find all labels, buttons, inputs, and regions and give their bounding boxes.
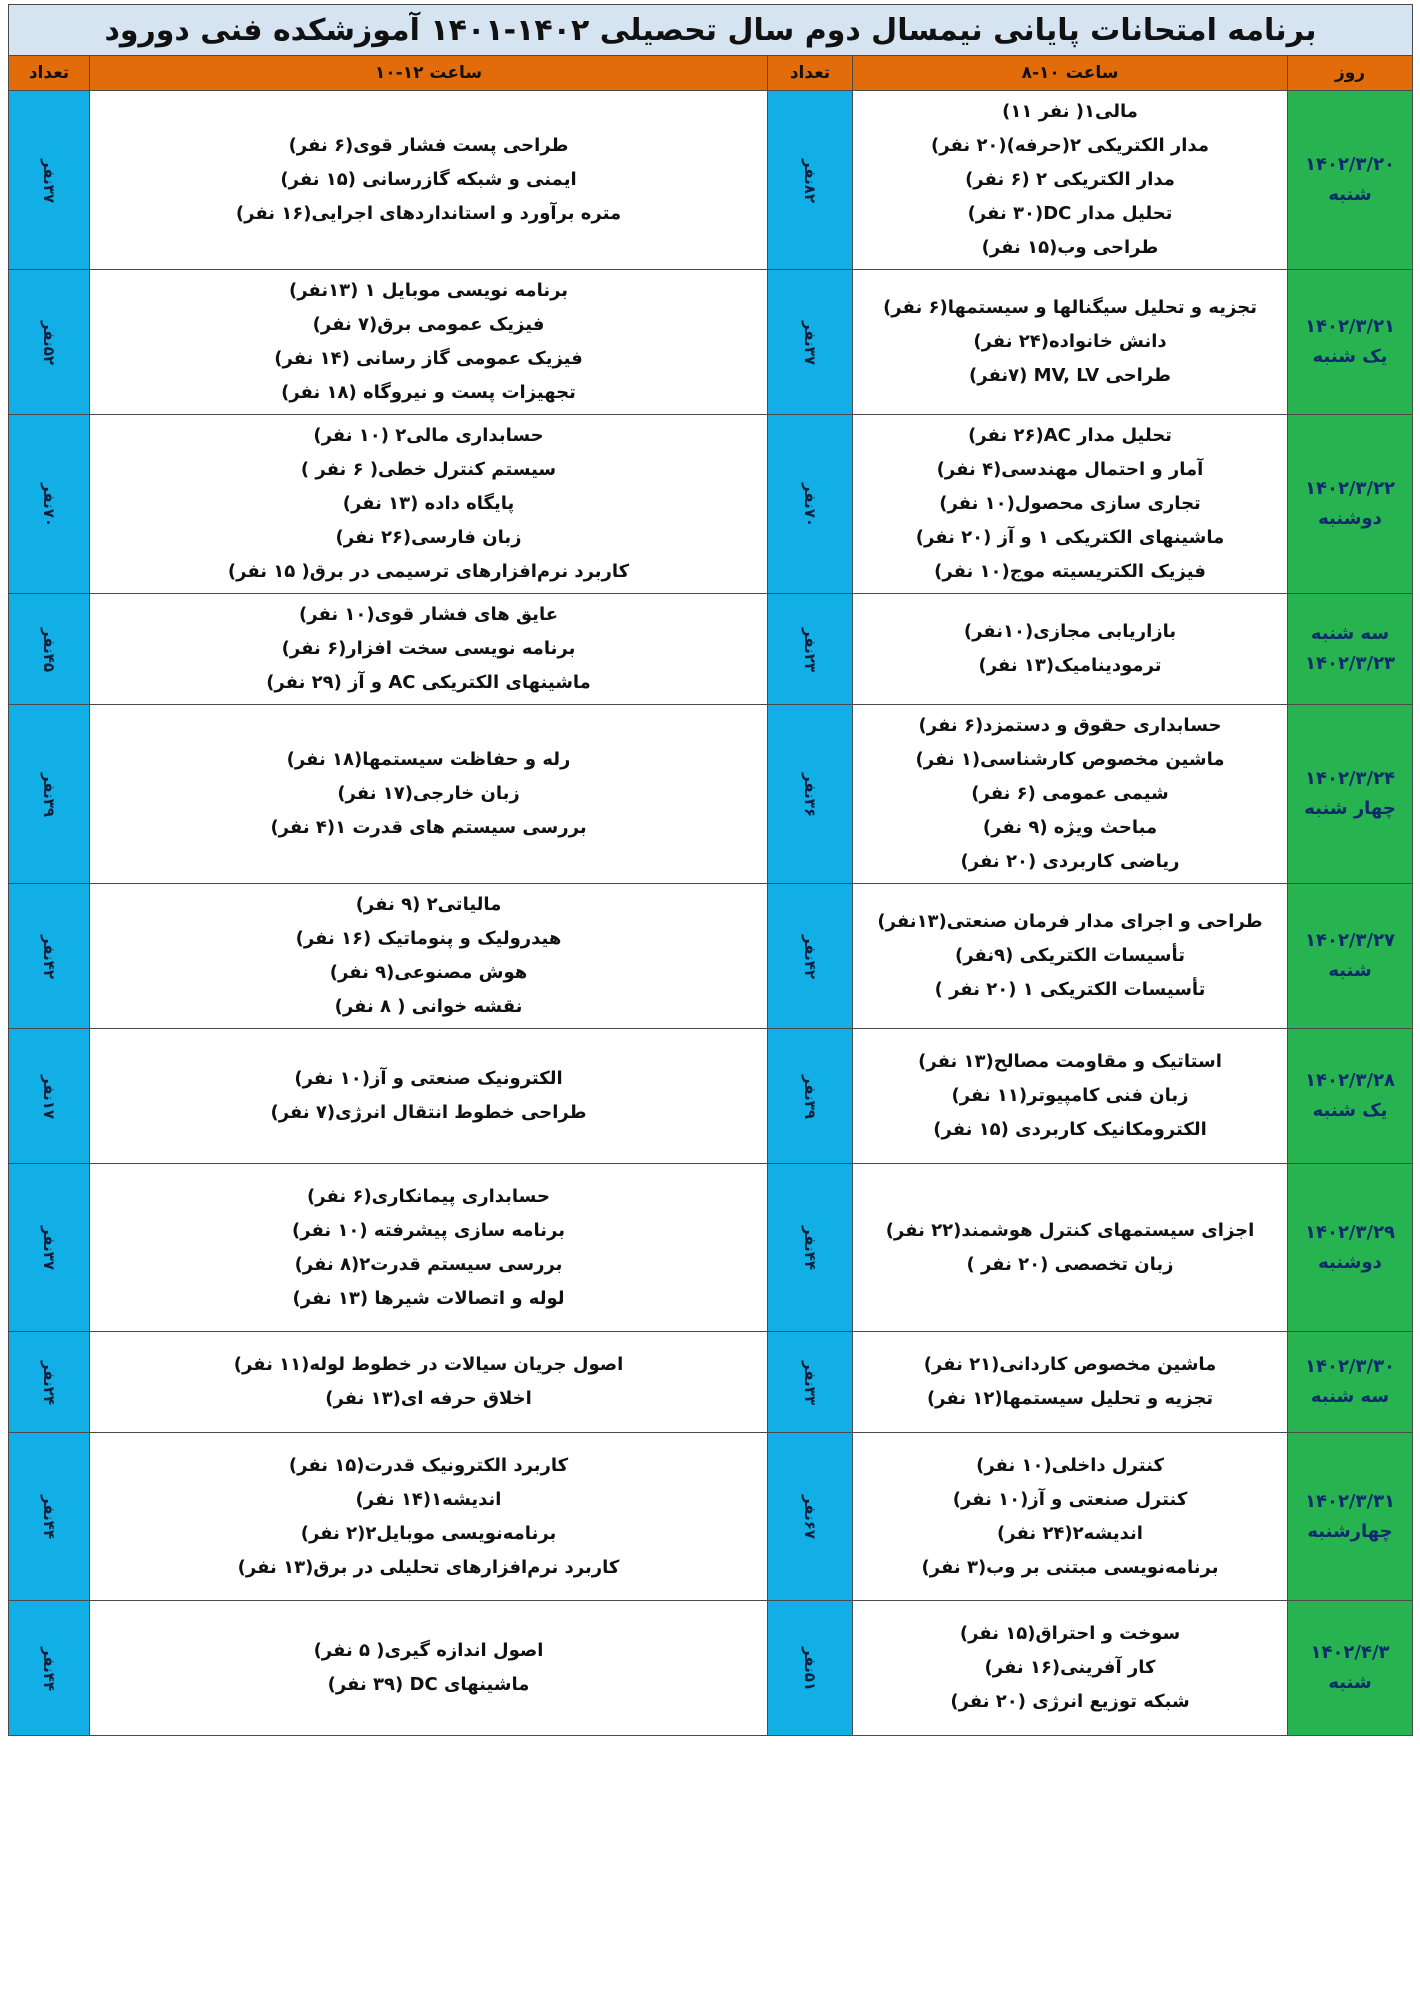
course-item: ریاضی کاربردی (۲۰ نفر) — [960, 851, 1180, 872]
day-cell — [1288, 884, 1413, 1029]
course-item: هیدرولیک و پنوماتیک (۱۶ نفر) — [295, 928, 562, 949]
slot2-courses-cell — [90, 1029, 768, 1164]
course-item: تأسیسات الکتریکی ۱ (۲۰ نفر ) — [934, 979, 1206, 1000]
course-item: مالیاتی۲ (۹ نفر) — [355, 894, 502, 915]
course-item: زبان خارجی(۱۷ نفر) — [337, 783, 520, 804]
slot2-count-cell — [9, 1332, 90, 1433]
header-slot2: ساعت ۱۲-۱۰ — [90, 56, 768, 91]
course-item: ایمنی و شبکه گازرسانی (۱۵ نفر) — [280, 169, 577, 190]
day-cell — [1288, 1029, 1413, 1164]
count-label: ۳۷نفر — [801, 320, 820, 365]
day-cell — [1288, 705, 1413, 884]
course-item: الکترونیک صنعتی و آز(۱۰ نفر) — [294, 1068, 563, 1089]
day-line-1: ۱۴۰۲/۳/۳۱ — [1304, 1490, 1396, 1512]
slot1-count-cell — [768, 705, 853, 884]
table-row — [9, 884, 1413, 1029]
day-cell — [1288, 270, 1413, 415]
course-item: طراحی و اجرای مدار فرمان صنعتی(۱۳نفر) — [877, 911, 1263, 932]
slot2-count-cell — [9, 884, 90, 1029]
course-item: متره برآورد و استانداردهای اجرایی(۱۶ نفر) — [235, 203, 622, 224]
count-label: ۴۴نفر — [40, 1494, 59, 1540]
course-item: اجزای سیستمهای کنترل هوشمند(۲۲ نفر) — [885, 1219, 1255, 1241]
slot2-courses-cell — [90, 594, 768, 705]
course-item: کاربرد نرم‌افزارهای تحلیلی در برق(۱۳ نفر) — [237, 1556, 620, 1578]
course-item: رله و حفاظت سیستمها(۱۸ نفر) — [286, 749, 571, 770]
day-cell — [1288, 91, 1413, 270]
course-item: اندیشه۲(۲۴ نفر) — [997, 1522, 1143, 1544]
slot2-count-cell — [9, 594, 90, 705]
day-line-1: ۱۴۰۲/۳/۲۹ — [1304, 1221, 1396, 1243]
slot2-count-cell — [9, 1164, 90, 1332]
table-row — [9, 1164, 1413, 1332]
course-item: حسابداری مالی۲ (۱۰ نفر) — [313, 425, 544, 446]
course-item: مالی۱( نفر ۱۱) — [1002, 101, 1138, 122]
slot2-count-cell — [9, 1601, 90, 1736]
course-item: اخلاق حرفه ای(۱۳ نفر) — [325, 1388, 532, 1409]
count-label: ۵۲نفر — [40, 320, 59, 365]
course-item: تحلیل مدار AC(۲۶ نفر) — [968, 425, 1172, 446]
slot1-courses-cell — [853, 1433, 1288, 1601]
course-item: حسابداری حقوق و دستمزد(۶ نفر) — [918, 715, 1222, 736]
course-item: کار آفرینی(۱۶ نفر) — [984, 1657, 1156, 1678]
course-item: کاربرد نرم‌افزارهای ترسیمی در برق( ۱۵ نفر) — [227, 561, 630, 582]
header-row — [9, 56, 1413, 91]
day-line-2: چهار شنبه — [1304, 798, 1396, 819]
day-line-2: شنبه — [1328, 960, 1372, 981]
day-cell — [1288, 594, 1413, 705]
slot1-count-cell — [768, 1332, 853, 1433]
count-label: ۳۹نفر — [40, 772, 59, 817]
course-item: فیزیک عمومی گاز رسانی (۱۴ نفر) — [274, 348, 583, 369]
count-label: ۴۲نفر — [801, 934, 820, 979]
slot1-courses-cell — [853, 1029, 1288, 1164]
day-line-2: چهارشنبه — [1307, 1520, 1393, 1542]
slot2-count-cell — [9, 91, 90, 270]
slot1-courses-cell — [853, 1164, 1288, 1332]
count-label: ۳۹نفر — [801, 1074, 820, 1119]
course-item: دانش خانواده(۲۴ نفر) — [973, 331, 1167, 352]
course-item: برنامه نویسی موبایل ۱ (۱۳نفر) — [288, 280, 569, 301]
course-item: تجزیه و تحلیل سیستمها(۱۲ نفر) — [926, 1388, 1214, 1409]
day-line-2: دوشنبه — [1318, 508, 1382, 529]
course-item: فیزیک الکتریسیته موج(۱۰ نفر) — [934, 561, 1206, 582]
count-label: ۴۴نفر — [40, 1646, 59, 1691]
day-line-2: یک شنبه — [1312, 1100, 1388, 1121]
slot1-count-cell — [768, 415, 853, 594]
course-item: طراحی خطوط انتقال انرژی(۷ نفر) — [270, 1102, 587, 1123]
slot1-count-cell — [768, 91, 853, 270]
slot1-count-cell — [768, 1601, 853, 1736]
table-row — [9, 1601, 1413, 1736]
slot2-courses-cell — [90, 884, 768, 1029]
slot1-count-cell — [768, 270, 853, 415]
course-item: طراحی پست فشار قوی(۶ نفر) — [288, 135, 569, 156]
course-item: برنامه نویسی سخت افزار(۶ نفر) — [281, 638, 576, 659]
slot2-courses-cell — [90, 1164, 768, 1332]
course-item: اصول اندازه گیری( ۵ نفر) — [313, 1640, 544, 1661]
slot2-count-cell — [9, 270, 90, 415]
slot2-count-cell — [9, 1433, 90, 1601]
day-line-2: شنبه — [1328, 184, 1372, 205]
count-label: ۴۴نفر — [801, 1225, 820, 1271]
day-line-2: یک شنبه — [1312, 346, 1388, 367]
day-cell — [1288, 1164, 1413, 1332]
course-item: سیستم کنترل خطی( ۶ نفر ) — [300, 459, 557, 480]
day-cell — [1288, 1332, 1413, 1433]
course-item: عایق های فشار قوی(۱۰ نفر) — [299, 604, 558, 625]
course-item: آمار و احتمال مهندسی(۴ نفر) — [936, 459, 1204, 480]
day-line-1: ۱۴۰۲/۳/۲۰ — [1304, 154, 1396, 175]
course-item: سوخت و احتراق(۱۵ نفر) — [959, 1623, 1181, 1644]
table-row — [9, 705, 1413, 884]
course-item: ماشینهای DC (۳۹ نفر) — [327, 1674, 530, 1695]
course-item: طراحی وب(۱۵ نفر) — [981, 237, 1159, 258]
course-item: نقشه خوانی ( ۸ نفر) — [334, 996, 523, 1017]
day-line-1: ۱۴۰۲/۴/۳ — [1310, 1642, 1390, 1663]
slot1-courses-cell — [853, 1332, 1288, 1433]
course-item: ماشینهای الکتریکی ۱ و آز (۲۰ نفر) — [915, 527, 1225, 548]
count-label: ۱۷نفر — [40, 1074, 59, 1119]
day-cell — [1288, 415, 1413, 594]
day-line-1: ۱۴۰۲/۳/۲۸ — [1304, 1070, 1396, 1091]
course-item: ماشین مخصوص کارشناسی(۱ نفر) — [915, 749, 1225, 770]
course-item: برنامه‌نویسی مبتنی بر وب(۳ نفر) — [921, 1556, 1219, 1578]
course-item: کاربرد الکترونیک قدرت(۱۵ نفر) — [288, 1454, 569, 1476]
slot2-courses-cell — [90, 91, 768, 270]
course-item: حسابداری پیمانکاری(۶ نفر) — [307, 1185, 550, 1207]
course-item: اندیشه۱(۱۴ نفر) — [355, 1488, 502, 1510]
count-label: ۳۳نفر — [801, 1360, 820, 1405]
page-title: برنامه امتحانات پایانی نیمسال دوم سال تحصیلی ۱۴۰۲-۱۴۰۱ آموزشکده فنی دورود — [9, 5, 1413, 56]
slot1-count-cell — [768, 884, 853, 1029]
count-label: ۵۱نفر — [801, 1646, 820, 1691]
slot2-courses-cell — [90, 1433, 768, 1601]
count-label: ۲۳نفر — [801, 627, 820, 672]
slot2-courses-cell — [90, 705, 768, 884]
course-item: تأسیسات الکتریکی (۹نفر) — [955, 945, 1186, 966]
course-item: تجهیزات پست و نیروگاه (۱۸ نفر) — [281, 382, 576, 403]
course-item: کنترل داخلی(۱۰ نفر) — [976, 1454, 1164, 1476]
course-item: بررسی سیستم های قدرت ۱(۴ نفر) — [270, 817, 587, 838]
course-item: زبان فنی کامپیوتر(۱۱ نفر) — [951, 1085, 1189, 1106]
course-item: شیمی عمومی (۶ نفر) — [971, 783, 1169, 804]
table-row — [9, 415, 1413, 594]
course-item: تجزیه و تحلیل سیگنالها و سیستمها(۶ نفر) — [883, 297, 1257, 318]
day-line-2: شنبه — [1328, 1672, 1372, 1693]
course-item: برنامه‌نویسی موبایل۲(۲ نفر) — [300, 1522, 557, 1544]
slot2-count-cell — [9, 415, 90, 594]
slot1-courses-cell — [853, 415, 1288, 594]
course-item: استاتیک و مقاومت مصالح(۱۳ نفر) — [918, 1051, 1222, 1072]
day-cell — [1288, 1601, 1413, 1736]
course-item: شبکه توزیع انرژی (۲۰ نفر) — [950, 1691, 1190, 1712]
count-label: ۷۰نفر — [801, 482, 820, 527]
header-count1: تعداد — [768, 56, 853, 91]
course-item: برنامه سازی پیشرفته (۱۰ نفر) — [292, 1219, 565, 1241]
course-item: مدار الکتریکی ۲ (۶ نفر) — [965, 169, 1175, 190]
slot2-courses-cell — [90, 415, 768, 594]
schedule-body — [9, 91, 1413, 1736]
slot2-count-cell — [9, 1029, 90, 1164]
count-label: ۴۲نفر — [40, 934, 59, 979]
day-line-1: ۱۴۰۲/۳/۳۰ — [1304, 1356, 1396, 1377]
course-item: اصول جریان سیالات در خطوط لوله(۱۱ نفر) — [233, 1354, 624, 1375]
course-item: بررسی سیستم قدرت۲(۸ نفر) — [294, 1253, 563, 1275]
table-row — [9, 91, 1413, 270]
slot1-count-cell — [768, 1029, 853, 1164]
course-item: فیزیک عمومی برق(۷ نفر) — [312, 314, 545, 335]
course-item: پایگاه داده (۱۳ نفر) — [342, 493, 515, 514]
count-label: ۳۶نفر — [801, 772, 820, 817]
course-item: ماشینهای الکتریکی AC و آز (۲۹ نفر) — [266, 672, 591, 693]
course-item: تحلیل مدار DC(۳۰ نفر) — [967, 203, 1173, 224]
course-item: هوش مصنوعی(۹ نفر) — [329, 962, 528, 983]
exam-schedule-sheet — [8, 4, 1412, 1986]
table-row — [9, 1029, 1413, 1164]
header-count2: تعداد — [9, 56, 90, 91]
course-item: کنترل صنعتی و آز(۱۰ نفر) — [952, 1488, 1188, 1510]
course-item: مباحث ویژه (۹ نفر) — [982, 817, 1158, 838]
course-item: الکترومکانیک کاربردی (۱۵ نفر) — [933, 1119, 1207, 1140]
count-label: ۸۲نفر — [801, 158, 820, 203]
table-row — [9, 594, 1413, 705]
course-item: مدار الکتریکی ۲(حرفه)(۲۰ نفر) — [931, 135, 1209, 156]
slot2-courses-cell — [90, 1332, 768, 1433]
slot2-count-cell — [9, 705, 90, 884]
slot2-courses-cell — [90, 270, 768, 415]
count-label: ۴۵نفر — [40, 627, 59, 672]
day-line-1: سه شنبه — [1310, 623, 1390, 644]
header-day: روز — [1288, 56, 1413, 91]
day-line-2: دوشنبه — [1318, 1251, 1382, 1273]
course-item: لوله و اتصالات شیرها (۱۳ نفر) — [292, 1287, 565, 1309]
course-item: بازاریابی مجازی(۱۰نفر) — [963, 621, 1177, 642]
day-line-2: ۱۴۰۲/۳/۲۳ — [1304, 653, 1396, 674]
slot1-count-cell — [768, 594, 853, 705]
count-label: ۷۰نفر — [40, 482, 59, 527]
count-label: ۲۴نفر — [40, 1360, 59, 1405]
slot1-count-cell — [768, 1433, 853, 1601]
course-item: تجاری سازی محصول(۱۰ نفر) — [939, 493, 1201, 514]
count-label: ۳۷نفر — [40, 1225, 59, 1271]
course-item: زبان تخصصی (۲۰ نفر ) — [966, 1253, 1174, 1275]
slot2-courses-cell — [90, 1601, 768, 1736]
header-slot1: ساعت ۱۰-۸ — [853, 56, 1288, 91]
exam-schedule-table — [8, 4, 1413, 1736]
count-label: ۳۷نفر — [40, 158, 59, 203]
slot1-courses-cell — [853, 1601, 1288, 1736]
day-line-1: ۱۴۰۲/۳/۲۲ — [1304, 478, 1396, 499]
course-item: زبان فارسی(۲۶ نفر) — [335, 527, 522, 548]
slot1-courses-cell — [853, 594, 1288, 705]
table-row — [9, 1433, 1413, 1601]
course-item: ماشین مخصوص کاردانی(۲۱ نفر) — [923, 1354, 1217, 1375]
course-item: طراحی MV, LV (۷نفر) — [969, 365, 1171, 386]
day-line-1: ۱۴۰۲/۳/۲۷ — [1304, 930, 1396, 951]
day-line-1: ۱۴۰۲/۳/۲۴ — [1304, 768, 1396, 789]
count-label: ۶۷نفر — [801, 1494, 820, 1540]
day-line-2: سه شنبه — [1310, 1386, 1390, 1407]
slot1-courses-cell — [853, 270, 1288, 415]
table-row — [9, 270, 1413, 415]
slot1-courses-cell — [853, 91, 1288, 270]
day-line-1: ۱۴۰۲/۳/۲۱ — [1304, 316, 1396, 337]
slot1-courses-cell — [853, 884, 1288, 1029]
table-row — [9, 1332, 1413, 1433]
slot1-courses-cell — [853, 705, 1288, 884]
course-item: ترمودینامیک(۱۳ نفر) — [978, 655, 1162, 676]
day-cell — [1288, 1433, 1413, 1601]
slot1-count-cell — [768, 1164, 853, 1332]
